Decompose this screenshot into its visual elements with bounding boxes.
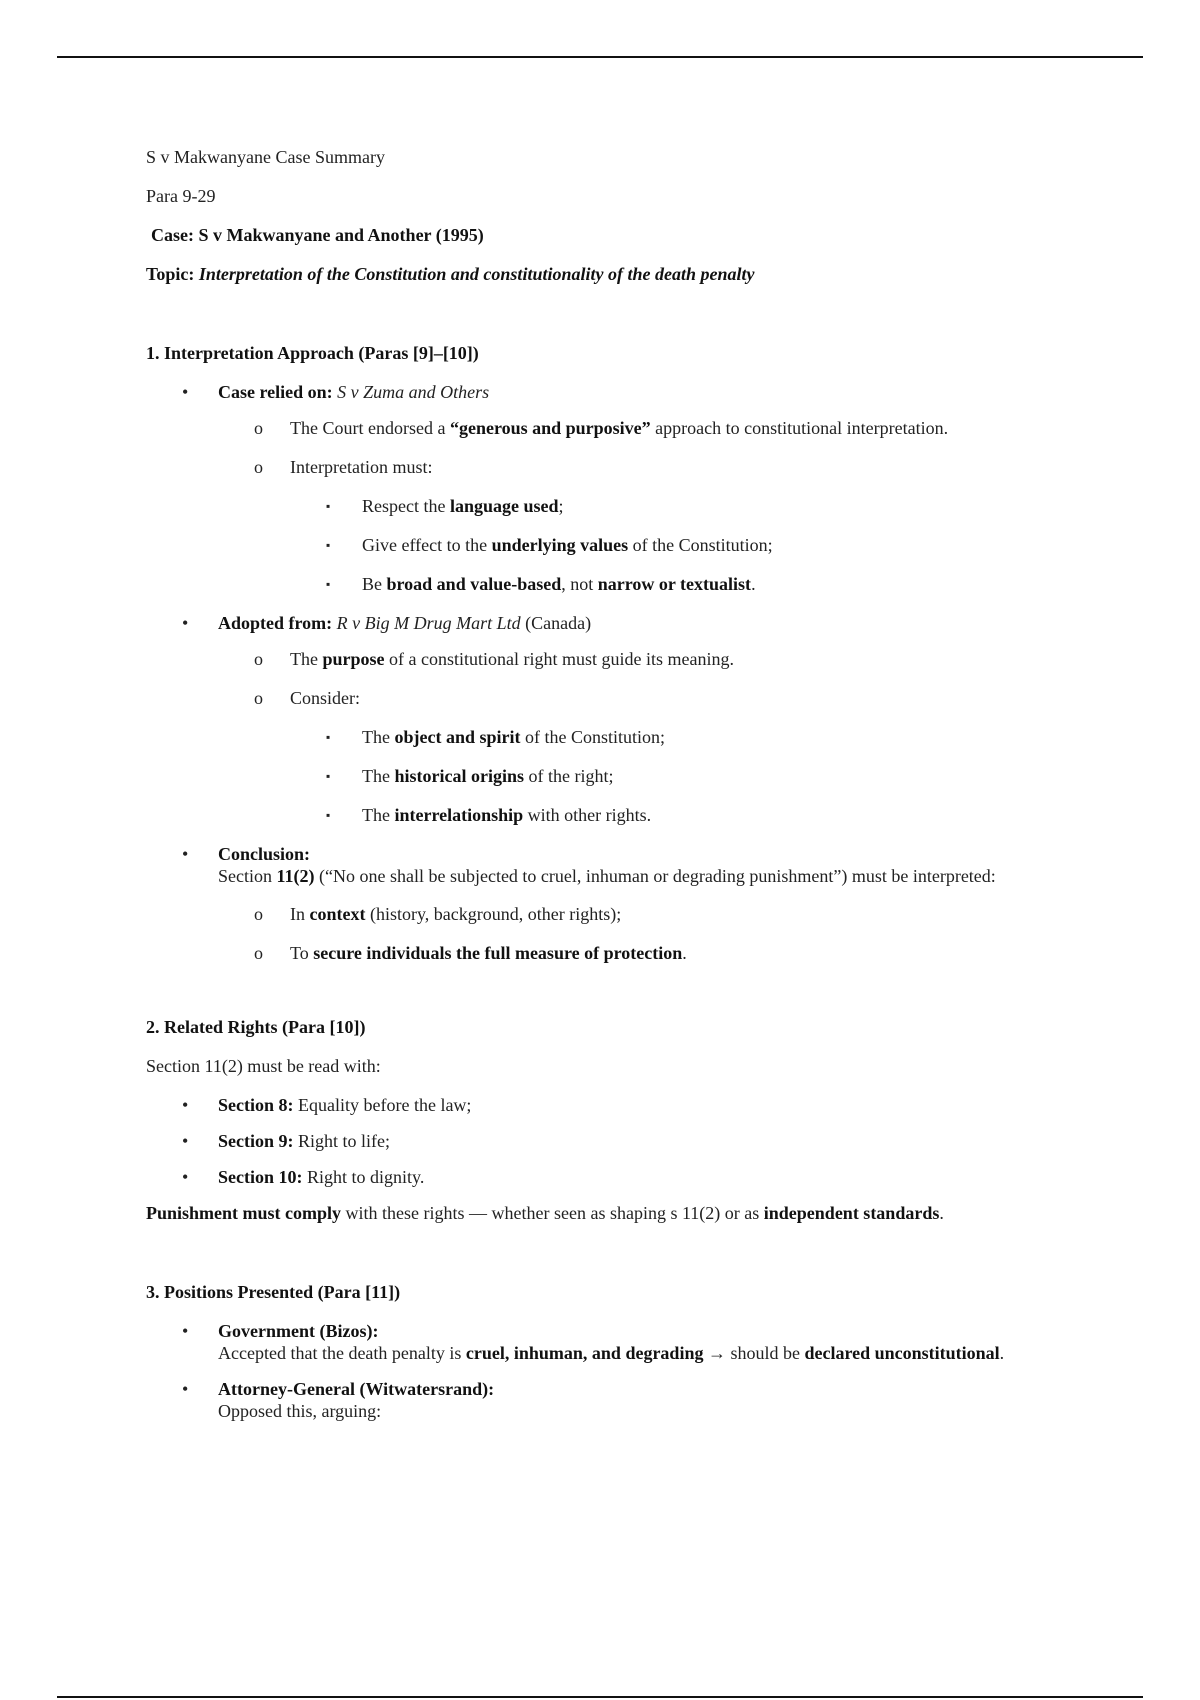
conclusion-label: Conclusion: <box>218 844 311 864</box>
list-item <box>146 417 1076 439</box>
bullet-icon: • <box>182 1167 189 1187</box>
circle-bullet-icon: o <box>254 943 263 963</box>
text-bold: declared unconstitutional <box>804 1343 1000 1363</box>
case-label: Case: <box>151 225 194 245</box>
list-item <box>146 495 1076 517</box>
list-item <box>146 612 1076 634</box>
list-item <box>146 942 1076 964</box>
relied-label: Case relied on: <box>218 382 333 402</box>
section-1-heading: 1. Interpretation Approach (Paras [9]–[10]) <box>146 343 479 363</box>
text-bold: broad and value-based <box>386 574 562 594</box>
section-2-heading: 2. Related Rights (Para [10]) <box>146 1017 366 1037</box>
list-item <box>146 648 1076 670</box>
section-2-intro: Section 11(2) must be read with: <box>146 1056 381 1076</box>
text: ; <box>558 496 564 516</box>
text-bold: independent standards <box>763 1203 940 1223</box>
bullet-icon: • <box>182 1379 189 1399</box>
text: . <box>939 1203 944 1223</box>
text-bold: Section 8: <box>218 1095 294 1115</box>
case-line <box>146 224 1076 247</box>
text: The Court endorsed a <box>290 418 450 438</box>
list-item <box>146 381 1076 403</box>
relied-case: S v Zuma and Others <box>337 382 490 402</box>
text-bold: context <box>309 904 366 924</box>
text: Be <box>362 574 387 594</box>
footer-rule <box>57 1696 1143 1698</box>
section-3-heading: 3. Positions Presented (Para [11]) <box>146 1282 401 1302</box>
square-bullet-icon: ▪ <box>326 730 331 744</box>
square-bullet-icon: ▪ <box>326 538 331 552</box>
text-bold: Section 9: <box>218 1131 294 1151</box>
text: approach to constitutional interpretation. <box>650 418 949 438</box>
government-label: Government (Bizos): <box>218 1321 379 1341</box>
list-item <box>146 1378 1076 1422</box>
text: , not <box>561 574 598 594</box>
paragraph-reference: Para 9-29 <box>146 186 216 206</box>
header-rule <box>57 56 1143 58</box>
document-page <box>146 146 1076 1436</box>
text-bold: object and spirit <box>394 727 521 747</box>
text: Respect the <box>362 496 450 516</box>
text-bold: “generous and purposive” <box>449 418 651 438</box>
circle-bullet-icon: o <box>254 904 263 924</box>
text: of the Constitution; <box>628 535 773 555</box>
text: . <box>682 943 687 963</box>
text: (Canada) <box>520 613 592 633</box>
text: The <box>362 766 395 786</box>
text: Consider: <box>290 688 360 708</box>
adopted-case: R v Big M Drug Mart Ltd <box>336 613 521 633</box>
text-bold: secure individuals the full measure of protection <box>313 943 683 963</box>
text: (history, background, other rights); <box>365 904 622 924</box>
list-item <box>146 687 1076 709</box>
adopted-label: Adopted from: <box>218 613 333 633</box>
text: Right to life; <box>293 1131 390 1151</box>
list-item <box>146 1130 1076 1152</box>
circle-bullet-icon: o <box>254 649 263 669</box>
section-3-list <box>146 1320 1076 1422</box>
topic-text: Interpretation of the Constitution and constitutionality of the death penalty <box>198 264 755 284</box>
square-bullet-icon: ▪ <box>326 808 331 822</box>
list-item <box>146 1320 1076 1364</box>
text: To <box>290 943 314 963</box>
circle-bullet-icon: o <box>254 688 263 708</box>
text: Opposed this, arguing: <box>218 1401 382 1421</box>
text: The <box>290 649 323 669</box>
section-2-compliance <box>146 1202 1076 1225</box>
text: with these rights — whether seen as shaping s 11(2) or as <box>341 1203 764 1223</box>
text-bold: language used <box>449 496 559 516</box>
text: . <box>999 1343 1005 1363</box>
text-bold: 11(2) <box>276 866 315 886</box>
list-item <box>146 1094 1076 1116</box>
list-item <box>146 1166 1076 1188</box>
text: Section <box>218 866 277 886</box>
section-2-list <box>146 1094 1076 1188</box>
text: . <box>751 574 756 594</box>
bullet-icon: • <box>182 382 189 402</box>
text-bold: underlying values <box>491 535 629 555</box>
text-bold: cruel, inhuman, and degrading <box>465 1343 704 1363</box>
attorney-general-label: Attorney-General (Witwatersrand): <box>218 1379 495 1399</box>
text: → should be <box>703 1343 805 1363</box>
list-item <box>146 456 1076 478</box>
list-item <box>146 534 1076 556</box>
text-bold: narrow or textualist <box>597 574 752 594</box>
text-bold: historical origins <box>394 766 524 786</box>
circle-bullet-icon: o <box>254 457 263 477</box>
text: The <box>362 727 395 747</box>
text-bold: Section 10: <box>218 1167 303 1187</box>
bullet-icon: • <box>182 844 189 864</box>
circle-bullet-icon: o <box>254 418 263 438</box>
square-bullet-icon: ▪ <box>326 499 331 513</box>
list-item <box>146 843 1076 887</box>
section-1-list <box>146 381 1076 964</box>
text: Give effect to the <box>362 535 492 555</box>
bullet-icon: • <box>182 1131 189 1151</box>
text: Equality before the law; <box>293 1095 472 1115</box>
text: of a constitutional right must guide its meaning. <box>384 649 734 669</box>
text: Accepted that the death penalty is <box>218 1343 466 1363</box>
case-name: S v Makwanyane and Another (1995) <box>198 225 484 245</box>
square-bullet-icon: ▪ <box>326 769 331 783</box>
text: of the right; <box>523 766 614 786</box>
square-bullet-icon: ▪ <box>326 577 331 591</box>
list-item <box>146 804 1076 826</box>
bullet-icon: • <box>182 1321 189 1341</box>
text: Right to dignity. <box>302 1167 425 1187</box>
list-item <box>146 726 1076 748</box>
text: In <box>290 904 310 924</box>
list-item <box>146 573 1076 595</box>
text-bold: Punishment must comply <box>146 1203 342 1223</box>
text-bold: purpose <box>322 649 385 669</box>
bullet-icon: • <box>182 613 189 633</box>
document-title: S v Makwanyane Case Summary <box>146 147 385 167</box>
list-item <box>146 903 1076 925</box>
topic-label: Topic: <box>146 264 195 284</box>
list-item <box>146 765 1076 787</box>
text: The <box>362 805 395 825</box>
text: (“No one shall be subjected to cruel, inhuman or degrading punishment”) must be interpreted: <box>314 866 996 886</box>
bullet-icon: • <box>182 1095 189 1115</box>
text: Interpretation must: <box>290 457 433 477</box>
text: with other rights. <box>523 805 652 825</box>
topic-line <box>146 263 1076 286</box>
text: of the Constitution; <box>520 727 665 747</box>
text-bold: interrelationship <box>394 805 524 825</box>
